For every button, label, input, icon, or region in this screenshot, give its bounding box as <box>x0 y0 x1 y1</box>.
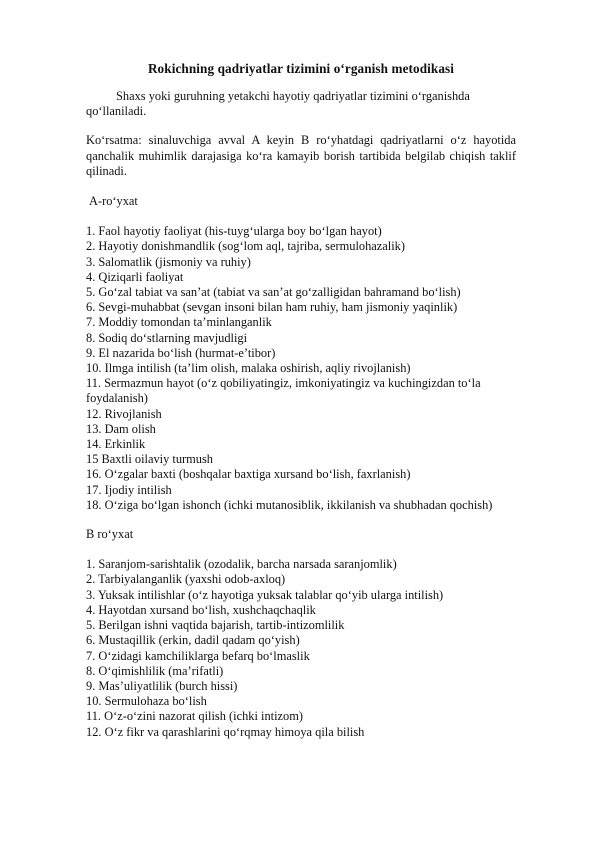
list-item: 7. Moddiy tomondan ta’minlanganlik <box>86 315 272 330</box>
list-item: 14. Erkinlik <box>86 437 146 452</box>
list-a-heading: A-ro‘yxat <box>89 194 138 209</box>
list-item: 9. El nazarida bo‘lish (hurmat-e’tibor) <box>86 345 276 360</box>
list-item: 16. O‘zgalar baxti (boshqalar baxtiga xursand bo‘lish, faxrlanish) <box>86 467 411 482</box>
list-item: 5. Berilgan ishni vaqtida bajarish, tartib-intizomlilik <box>86 618 345 633</box>
list-item: 18. O‘ziga bo‘lgan ishonch (ichki mutanosiblik, ikkilanish va shubhadan qochish) <box>86 497 493 512</box>
list-item: 17. Ijodiy intilish <box>86 482 172 497</box>
list-item: 4. Hayotdan xursand bo‘lish, xushchaqchaqlik <box>86 602 316 617</box>
list-item: 2. Hayotiy donishmandlik (sog‘lom aql, tajriba, sermulohazalik) <box>86 239 405 254</box>
document-title: Rokichning qadriyatlar tizimini o‘rganish metodikasi <box>147 61 455 76</box>
list-item: 12. O‘z fikr va qarashlarini qo‘rqmay himoya qila bilish <box>86 724 365 739</box>
instruction-paragraph: Ko‘rsatma: sinaluvchiga avval A keyin B ro‘yhatdagi qadriyatlarni o‘z hayotida qanchalik muhimlik darajasiga ko‘ra kamayib borish tartibida belgilab chiqish taklif qilinadi. <box>86 133 516 178</box>
list-item: 3. Yuksak intilishlar (o‘z hayotiga yuksak talablar qo‘yib ularga intilish) <box>86 587 444 602</box>
list-item: 10. Sermulohaza bo‘lish <box>86 694 207 709</box>
list-item: 1. Saranjom-sarishtalik (ozodalik, barcha narsada saranjomlik) <box>86 557 397 572</box>
list-item: 11. O‘z-o‘zini nazorat qilish (ichki intizom) <box>86 709 303 724</box>
list-item: 10. Ilmga intilish (ta’lim olish, malaka oshirish, aqliy rivojlanish) <box>86 361 411 376</box>
list-item: 9. Mas’uliyatlilik (burch hissi) <box>86 678 238 693</box>
list-item: 6. Sevgi-muhabbat (sevgan insoni bilan ham ruhiy, ham jismoniy yaqinlik) <box>86 300 458 315</box>
list-b <box>86 557 516 739</box>
list-item: 12. Rivojlanish <box>86 406 162 421</box>
list-item: 8. Sodiq do‘stlarning mavjudligi <box>86 330 248 345</box>
list-item: 5. Go‘zal tabiat va san’at (tabiat va san’at go‘zalligidan bahramand bo‘lish) <box>86 285 461 300</box>
list-item: 7. O‘zidagi kamchiliklarga befarq bo‘lmaslik <box>86 648 310 663</box>
list-item: 8. O‘qimishlilik (ma’rifatli) <box>86 663 224 678</box>
intro-paragraph: Shaxs yoki guruhning yetakchi hayotiy qadriyatlar tizimini o‘rganishda qo‘llaniladi. <box>86 89 470 119</box>
list-item: 4. Qiziqarli faoliyat <box>86 269 184 284</box>
list-item: 2. Tarbiyalanganlik (yaxshi odob-axloq) <box>86 572 286 587</box>
document-page <box>86 0 516 842</box>
list-item: 15 Baxtli oilaviy turmush <box>86 452 213 467</box>
list-a <box>86 224 516 513</box>
list-item: 3. Salomatlik (jismoniy va ruhiy) <box>86 254 251 269</box>
list-item: 1. Faol hayotiy faoliyat (his-tuyg‘ularga boy bo‘lgan hayot) <box>86 224 382 239</box>
list-item: 6. Mustaqillik (erkin, dadil qadam qo‘yish) <box>86 633 300 648</box>
list-item: 11. Sermazmun hayot (o‘z qobiliyatingiz, imkoniyatingiz va kuchingizdan to‘la foydalanish) <box>86 376 481 406</box>
list-item: 13. Dam olish <box>86 421 156 436</box>
list-b-heading: B ro‘yxat <box>86 527 134 542</box>
